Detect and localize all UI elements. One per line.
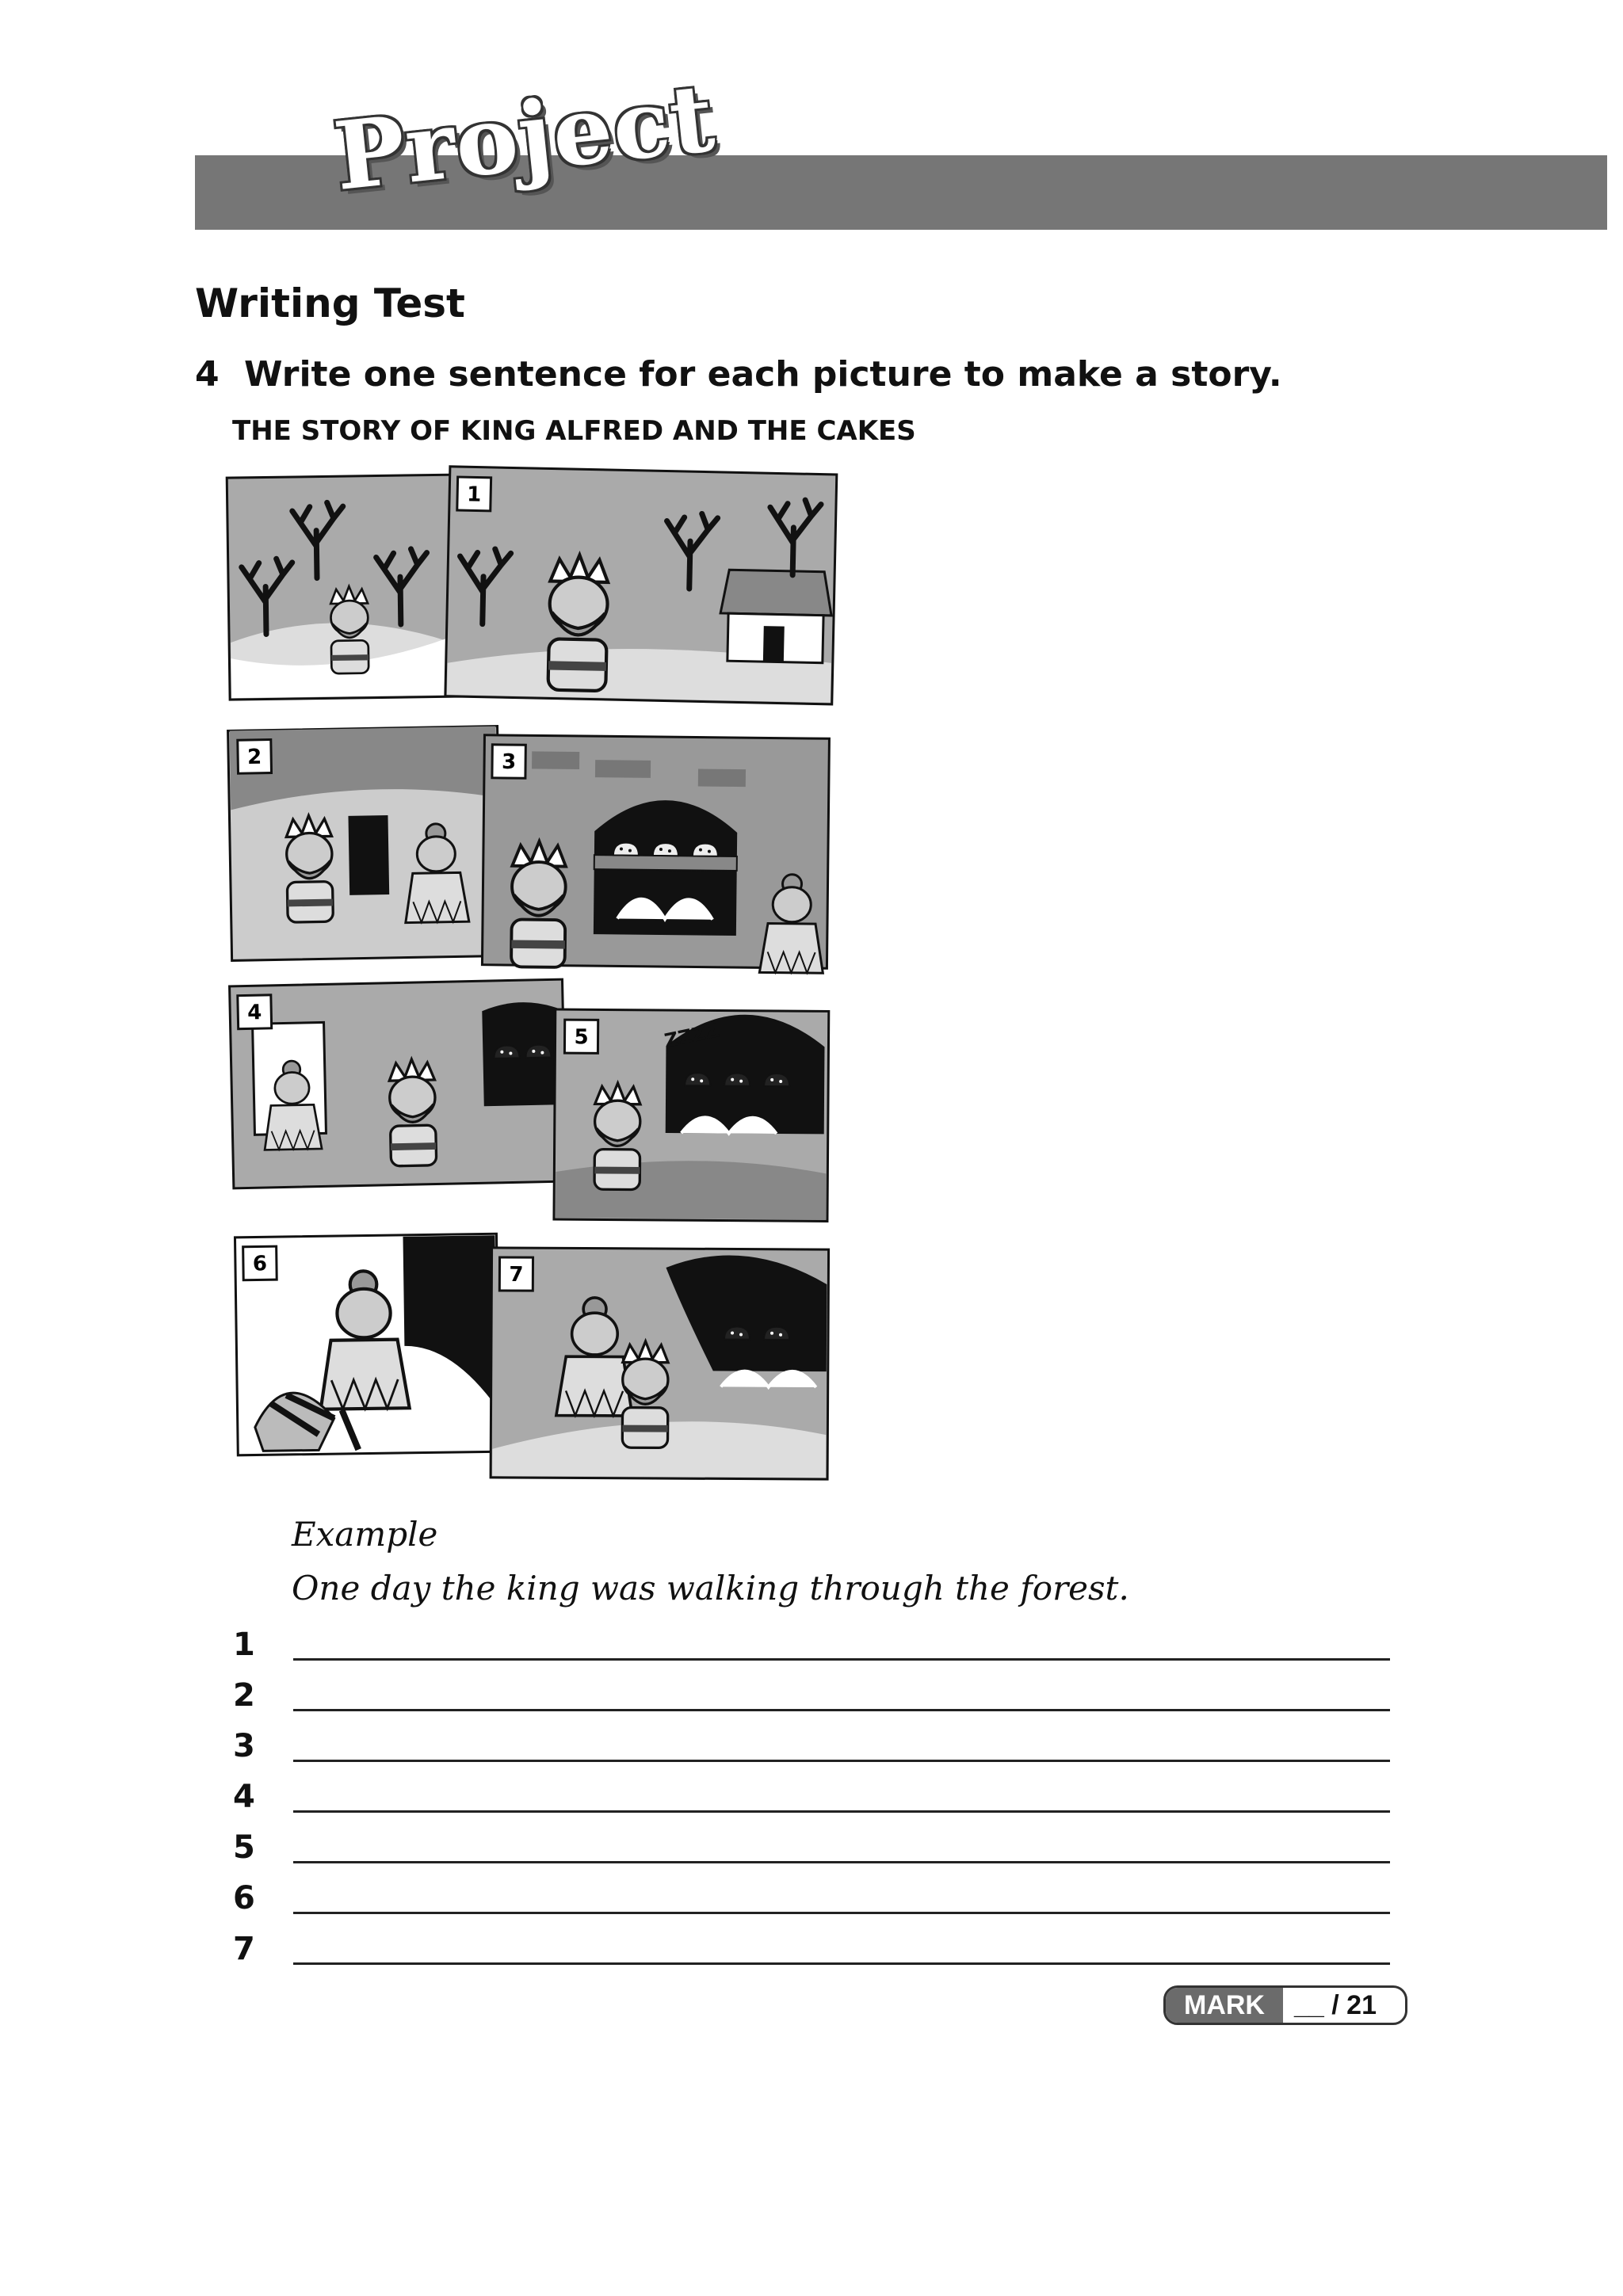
writing-line[interactable] — [293, 1962, 1390, 1965]
panel-number-3: 3 — [501, 749, 517, 775]
answer-number: 3 — [233, 1728, 255, 1764]
panel-number-5: 5 — [574, 1025, 589, 1050]
panel-3 — [482, 735, 829, 974]
panel-number-4: 4 — [246, 1001, 262, 1025]
sleep-text: ZZZZ — [663, 1019, 721, 1052]
task-number: 4 — [195, 354, 220, 395]
panel-6 — [235, 1234, 499, 1455]
mark-box — [1163, 1985, 1407, 2025]
writing-line[interactable] — [293, 1760, 1390, 1762]
writing-line[interactable] — [293, 1810, 1390, 1813]
answer-line-6[interactable] — [233, 1870, 1390, 1917]
panel-number-7: 7 — [509, 1263, 524, 1287]
example-label: Example — [292, 1515, 438, 1554]
answer-number: 4 — [233, 1779, 255, 1815]
answer-number: 2 — [233, 1677, 255, 1714]
answer-number: 5 — [233, 1829, 255, 1866]
panel-4 — [230, 979, 567, 1188]
answer-line-4[interactable] — [233, 1768, 1390, 1816]
example-sentence: One day the king was walking through the forest. — [292, 1569, 1129, 1608]
task-text: Write one sentence for each picture to make a story. — [244, 354, 1282, 395]
task-instruction — [195, 354, 1282, 395]
story-title: THE STORY OF KING ALFRED AND THE CAKES — [232, 415, 916, 447]
writing-line[interactable] — [293, 1658, 1390, 1661]
panel-number-1: 1 — [466, 482, 482, 507]
panel-number-6: 6 — [252, 1252, 268, 1276]
answer-number: 6 — [233, 1880, 255, 1917]
answer-line-7[interactable] — [233, 1920, 1390, 1968]
answer-line-2[interactable] — [233, 1667, 1390, 1714]
writing-line[interactable] — [293, 1861, 1390, 1863]
answer-number: 1 — [233, 1627, 255, 1663]
project-logo: Project — [329, 62, 720, 212]
mark-label: MARK — [1166, 1988, 1283, 2023]
answer-line-5[interactable] — [233, 1819, 1390, 1867]
comic-strip — [222, 460, 840, 1489]
panel-5 — [554, 1009, 829, 1221]
panel-2 — [228, 727, 502, 961]
answer-line-1[interactable] — [233, 1616, 1390, 1664]
writing-line[interactable] — [293, 1912, 1390, 1914]
answer-line-3[interactable] — [233, 1718, 1390, 1765]
panel-1 — [445, 467, 837, 704]
panel-example — [227, 475, 468, 700]
section-title: Writing Test — [195, 280, 465, 326]
panel-number-2: 2 — [246, 745, 262, 770]
answer-number: 7 — [233, 1931, 255, 1967]
writing-line[interactable] — [293, 1709, 1390, 1711]
panel-7 — [491, 1248, 829, 1479]
mark-score: __ / 21 — [1294, 1989, 1377, 2020]
